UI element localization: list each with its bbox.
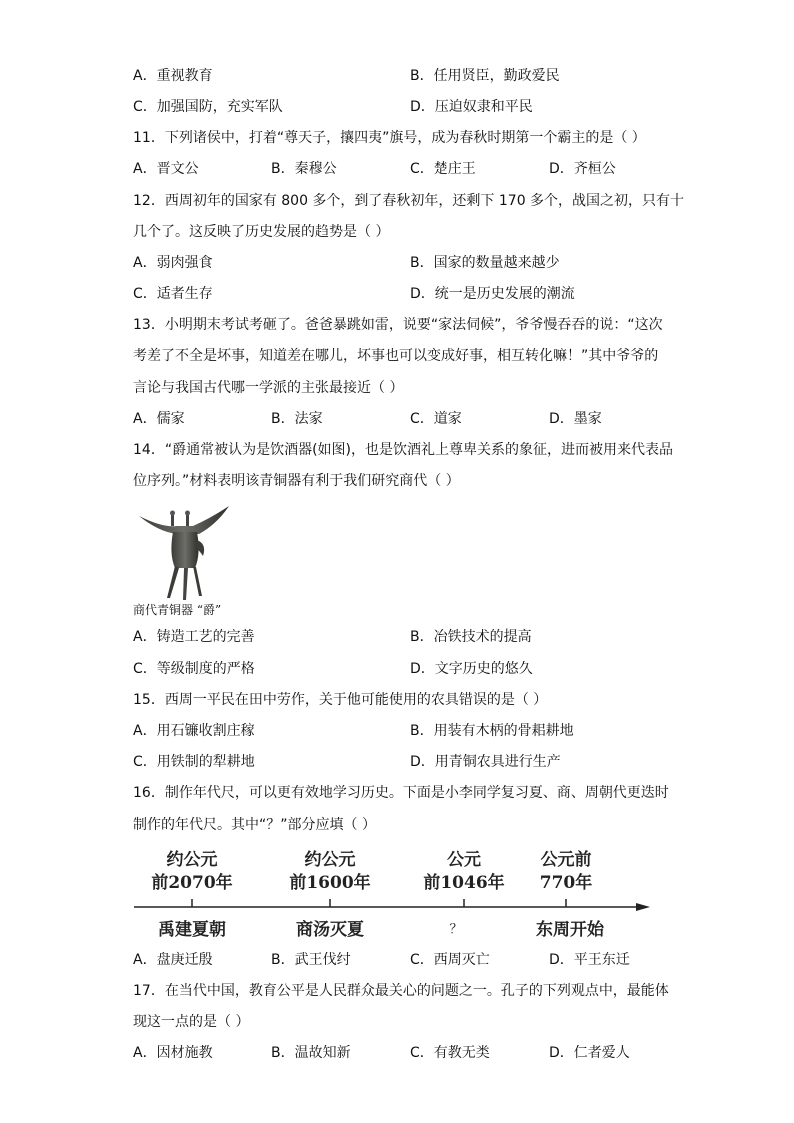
option-a: A．铸造工艺的完善	[133, 629, 255, 645]
timeline-event-unknown: ？	[449, 922, 463, 937]
question-13-stem-line3: 言论与我国古代哪一学派的主张最接近（ ）	[133, 380, 404, 396]
timeline-date-2-line1: 约公元	[304, 850, 356, 870]
option-b: B．任用贤臣，勤政爱民	[410, 68, 560, 84]
question-16-stem-line2: 制作的年代尺。其中“？”部分应填（ ）	[133, 817, 376, 833]
option-a: A．盘庚迁殷	[133, 952, 213, 968]
question-11-stem: 11．下列诸侯中，打着“尊天子，攘四夷”旗号，成为春秋时期第一个霸主的是（ ）	[133, 130, 646, 146]
option-d: D．文字历史的悠久	[410, 661, 533, 677]
option-d: D．压迫奴隶和平民	[410, 99, 533, 115]
question-14-stem-line1: 14．“爵通常被认为是饮酒器(如图)，也是饮酒礼上尊卑关系的象征，进而被用来代表品	[133, 442, 673, 458]
option-c: C．等级制度的严格	[133, 661, 255, 677]
question-13-stem-line1: 13．小明期末考试考砸了。爸爸暴跳如雷，说要“家法伺候”，爷爷慢吞吞的说：“这次	[133, 317, 663, 333]
question-13-stem-line2: 考差了不全是坏事，知道差在哪儿，坏事也可以变成好事，相互转化嘛！”其中爷爷的	[133, 348, 659, 364]
timeline-date-4-line1: 公元前	[540, 850, 592, 870]
question-12-stem-line2: 几个了。这反映了历史发展的趋势是（ ）	[133, 224, 390, 240]
option-d: D．墨家	[549, 411, 602, 427]
option-a: A．儒家	[133, 411, 185, 427]
option-a: A．重视教育	[133, 68, 213, 84]
option-c: C．加强国防，充实军队	[133, 99, 283, 115]
timeline-event-1: 禹建夏朝	[158, 920, 226, 940]
timeline-date-1-line1: 约公元	[166, 850, 218, 870]
option-a: A．晋文公	[133, 161, 199, 177]
option-a: A．弱肉强食	[133, 255, 213, 271]
option-a: A．用石镰收割庄稼	[133, 723, 255, 739]
timeline-event-2: 商汤灭夏	[296, 920, 364, 940]
option-c: C．道家	[410, 411, 462, 427]
question-16-stem-line1: 16．制作年代尺，可以更有效地学习历史。下面是小李同学复习夏、商、周朝代更迭时	[133, 785, 669, 801]
timeline-arrow	[636, 903, 650, 911]
option-b: B．温故知新	[271, 1045, 351, 1061]
option-c: C．楚庄王	[410, 161, 476, 177]
timeline-date-2-line2: 前1600年	[289, 873, 371, 893]
figure-caption: 商代青铜器 “爵”	[133, 603, 222, 617]
option-d: D．齐桓公	[549, 161, 616, 177]
option-c: C．适者生存	[133, 286, 213, 302]
option-c: C．有教无类	[410, 1045, 490, 1061]
question-12-stem-line1: 12．西周初年的国家有 800 多个，到了春秋初年，还剩下 170 多个，战国之初，只有十	[133, 193, 685, 209]
timeline-date-3-line1: 公元	[447, 850, 481, 870]
timeline-date-1-line2: 前2070年	[151, 873, 233, 893]
question-17-stem-line2: 现这一点的是（ ）	[133, 1014, 250, 1030]
bronze-jue-image	[133, 502, 233, 602]
option-d: D．统一是历史发展的潮流	[410, 286, 575, 302]
option-a: A．因材施教	[133, 1045, 213, 1061]
timeline-event-4: 东周开始	[536, 920, 604, 940]
option-b: B．国家的数量越来越少	[410, 255, 560, 271]
timeline-ruler	[130, 843, 660, 943]
option-d: D．仁者爱人	[549, 1045, 630, 1061]
option-c: C．西周灭亡	[410, 952, 490, 968]
option-d: D．平王东迁	[549, 952, 630, 968]
question-15-stem: 15．西周一平民在田中劳作，关于他可能使用的农具错误的是（ ）	[133, 692, 548, 708]
option-b: B．用装有木柄的骨耜耕地	[410, 723, 574, 739]
option-b: B．冶铁技术的提高	[410, 629, 532, 645]
question-14-stem-line2: 位序列。”材料表明该青铜器有利于我们研究商代（ ）	[133, 473, 460, 489]
timeline-date-4-line2: 770年	[539, 873, 593, 893]
question-17-stem-line1: 17．在当代中国，教育公平是人民群众最关心的问题之一。孔子的下列观点中，最能体	[133, 983, 669, 999]
timeline-date-3-line2: 前1046年	[423, 873, 505, 893]
option-c: C．用铁制的犁耕地	[133, 754, 255, 770]
option-b: B．秦穆公	[271, 161, 337, 177]
option-b: B．法家	[271, 411, 323, 427]
option-d: D．用青铜农具进行生产	[410, 754, 561, 770]
option-b: B．武王伐纣	[271, 952, 351, 968]
